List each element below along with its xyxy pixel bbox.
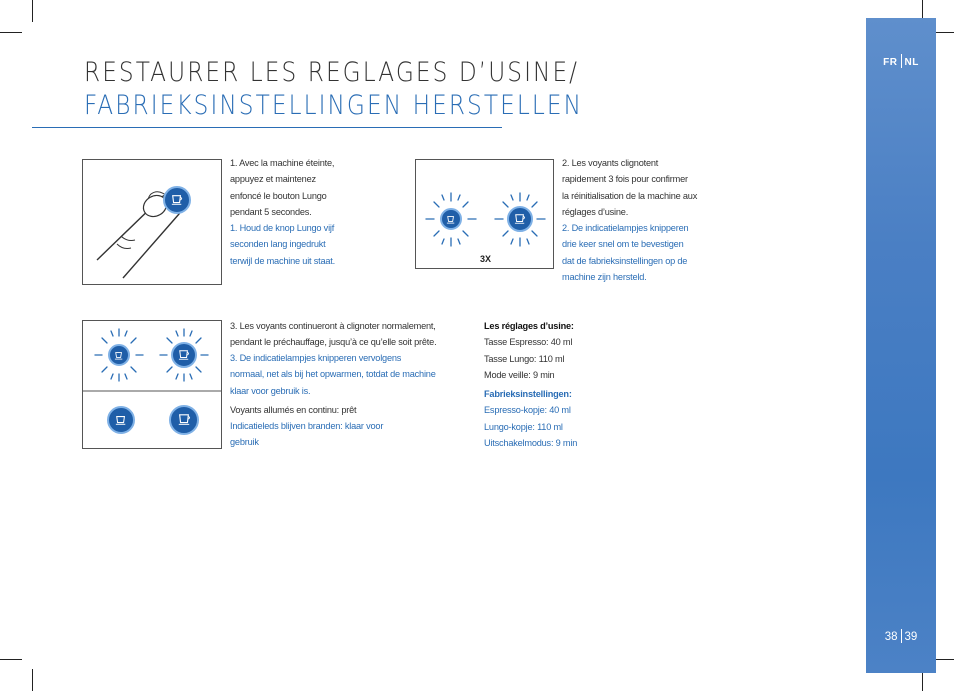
factory-settings-fr: Les réglages d’usine: Tasse Espresso: 40 ml Tasse Lungo: 110 ml Mode veille: 9 min	[484, 318, 574, 383]
blink-count-label: 3X	[480, 254, 492, 264]
step1-text-nl: 1. Houd de knop Lungo vijf seconden lang ingedrukt terwijl de machine uit staat.	[230, 223, 336, 266]
title-divider	[32, 127, 502, 128]
page-numbers	[866, 629, 936, 643]
sidebar	[866, 18, 936, 673]
lungo-button-icon	[169, 405, 199, 435]
page-separator	[901, 629, 902, 643]
espresso-button-icon	[108, 344, 130, 366]
step2-text-nl: 2. De indicatielampjes knipperen drie keer snel om te bevestigen dat de fabrieksinstellingen op de machine zijn hersteld.	[562, 223, 689, 282]
crop-mark	[32, 0, 33, 22]
factory-title-fr: Les réglages d’usine:	[484, 321, 574, 331]
crop-mark	[32, 669, 33, 691]
page-number-left: 38	[884, 631, 898, 643]
factory-title-nl: Fabrieksinstellingen:	[484, 389, 572, 399]
page-title-nl: FABRIEKSINSTELLINGEN HERSTELLEN	[84, 90, 584, 121]
lungo-button-icon	[171, 342, 197, 368]
step2-illustration	[415, 159, 554, 269]
espresso-button-icon	[107, 406, 135, 434]
factory-settings-nl: Fabrieksinstellingen: Espresso-kopje: 40 ml Lungo-kopje: 110 ml Uitschakelmodus: 9 min	[484, 386, 577, 451]
lang-separator	[901, 54, 902, 68]
finger-press-icon	[83, 160, 221, 284]
step2-text-fr: 2. Les voyants clignotent rapidement 3 fois pour confirmer la réinitialisation de la machine aux réglages d’usine.	[562, 158, 698, 217]
step1-text-fr: 1. Avec la machine éteinte, appuyez et maintenez enfoncé le bouton Lungo pendant 5 secondes.	[230, 158, 335, 217]
step3-illustration	[82, 320, 222, 449]
lang-nl: NL	[904, 57, 919, 68]
blink-rays-icon	[416, 160, 553, 268]
blink-rays-icon	[83, 321, 221, 448]
step3-text-fr: 3. Les voyants continueront à clignoter normalement, pendant le préchauffage, jusqu’à ce qu’elle soit prête.	[230, 321, 437, 348]
lang-fr: FR	[883, 57, 898, 68]
step3-ready-nl: Indicatieleds blijven branden: klaar voor gebruik	[230, 421, 384, 448]
page-title-fr: RESTAURER LES REGLAGES D’USINE/	[84, 57, 580, 88]
step3-text-nl: 3. De indicatielampjes knipperen vervolgens normaal, net als bij het opwarmen, totdat de machine klaar voor gebruik is.	[230, 353, 436, 396]
lungo-button-icon	[163, 186, 191, 214]
crop-mark	[0, 659, 22, 660]
page-number-right: 39	[904, 631, 918, 643]
language-indicator	[866, 54, 936, 68]
step1-illustration	[82, 159, 222, 285]
step3-ready-fr: Voyants allumés en continu: prêt	[230, 405, 357, 415]
crop-mark	[0, 32, 22, 33]
espresso-button-icon	[440, 208, 462, 230]
lungo-button-icon	[507, 206, 533, 232]
